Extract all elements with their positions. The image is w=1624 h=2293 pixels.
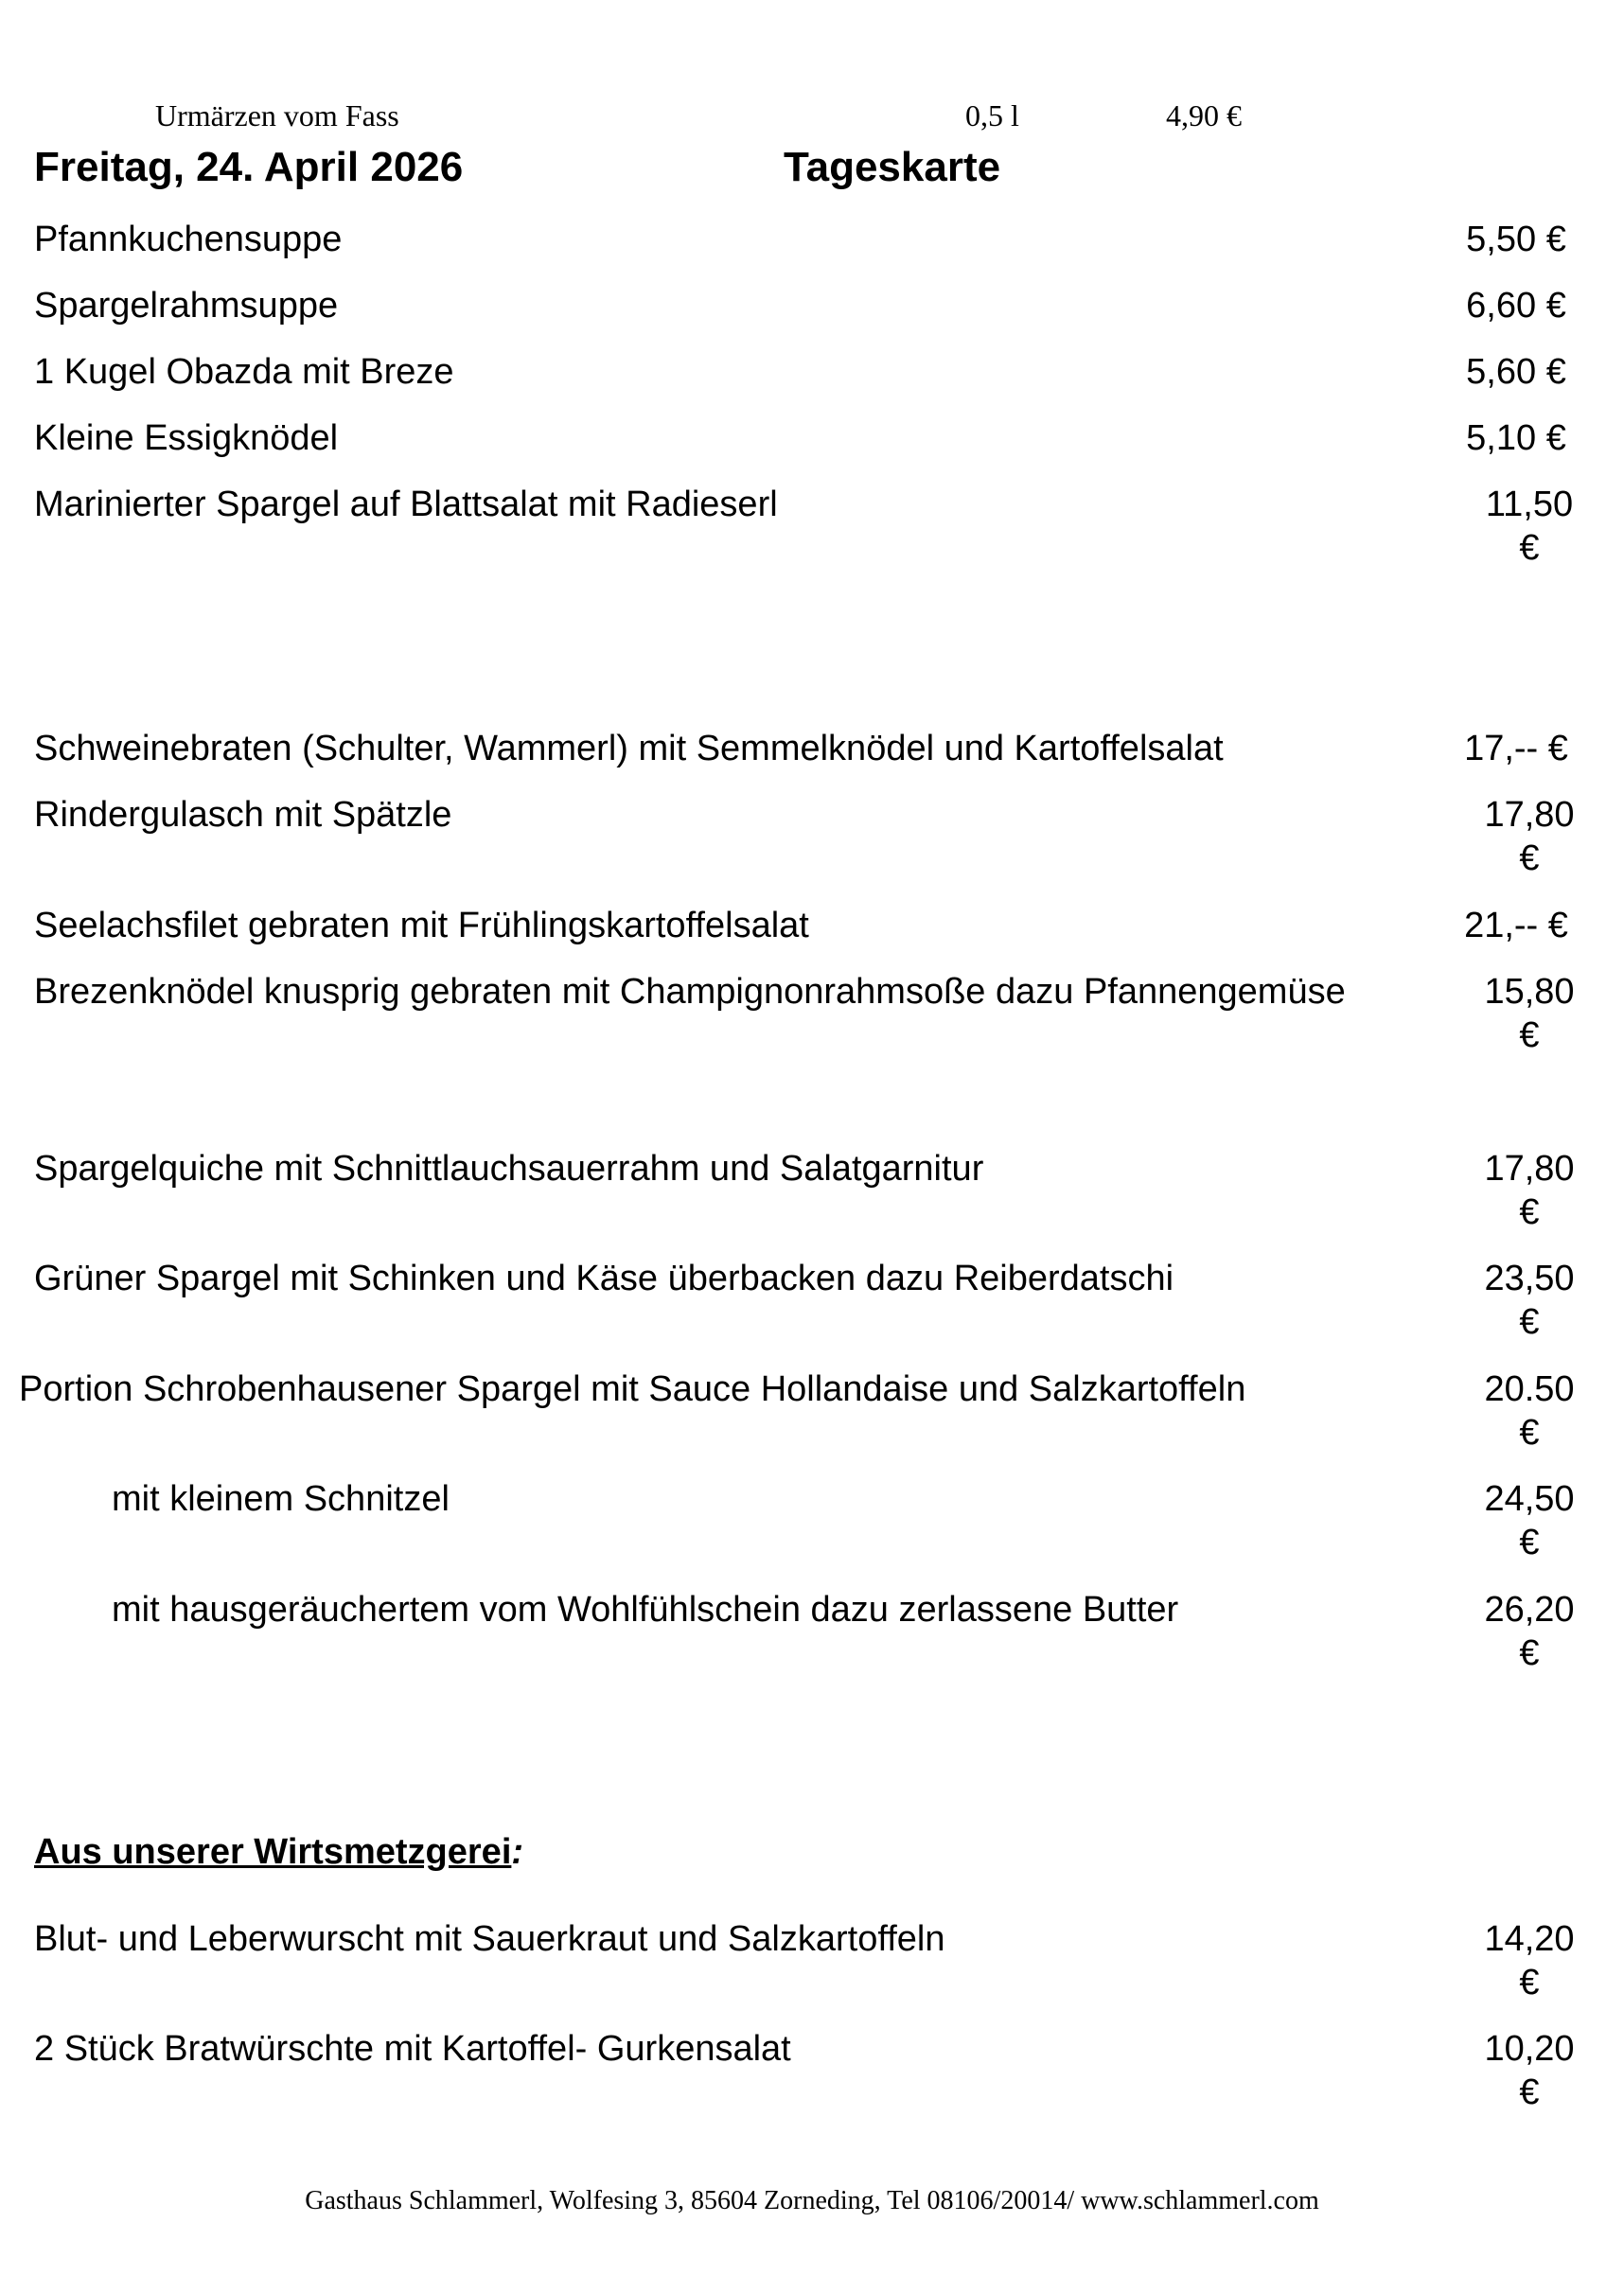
menu-item-name: Grüner Spargel mit Schinken und Käse überbacken dazu Reiberdatschi bbox=[34, 1259, 1174, 1298]
menu-item-price: 11,50 € bbox=[1485, 485, 1574, 568]
menu-item-price: 5,60 € bbox=[1466, 352, 1566, 392]
menu-item-price: 6,60 € bbox=[1466, 286, 1566, 326]
menu-item-name: Rindergulasch mit Spätzle bbox=[34, 795, 452, 835]
section-title-text: Aus unserer Wirtsmetzgerei bbox=[34, 1832, 512, 1872]
menu-item-name: Portion Schrobenhausener Spargel mit Sauce Hollandaise und Salzkartoffeln bbox=[19, 1369, 1246, 1409]
menu-item-price: 17,80 € bbox=[1484, 1149, 1575, 1232]
menu-title: Tageskarte bbox=[784, 144, 1001, 190]
menu-item-name: Marinierter Spargel auf Blattsalat mit Radieserl bbox=[34, 485, 778, 524]
menu-item-price: 5,50 € bbox=[1466, 220, 1566, 259]
menu-item-name: Seelachsfilet gebraten mit Frühlingskartoffelsalat bbox=[34, 906, 809, 945]
menu-item-name: mit hausgeräuchertem vom Wohlfühlschein dazu zerlassene Butter bbox=[112, 1590, 1179, 1630]
menu-item-price: 17,80 € bbox=[1484, 795, 1575, 878]
menu-item-name: mit kleinem Schnitzel bbox=[112, 1479, 450, 1519]
menu-item-price: 23,50 € bbox=[1484, 1259, 1575, 1342]
menu-item-name: Spargelrahmsuppe bbox=[34, 286, 339, 326]
menu-item-name: Spargelquiche mit Schnittlauchsauerrahm und Salatgarnitur bbox=[34, 1149, 984, 1189]
menu-item-name: 2 Stück Bratwürschte mit Kartoffel- Gurkensalat bbox=[34, 2029, 791, 2069]
menu-item-name: Kleine Essigknödel bbox=[34, 418, 339, 458]
menu-item-name: Schweinebraten (Schulter, Wammerl) mit Semmelknödel und Kartoffelsalat bbox=[34, 729, 1224, 768]
menu-item-price: 10,20 € bbox=[1484, 2029, 1575, 2112]
menu-item-price: 24,50 € bbox=[1484, 1479, 1575, 1562]
beer-price: 4,90 € bbox=[1166, 98, 1242, 132]
menu-item-price: 14,20 € bbox=[1484, 1919, 1575, 2002]
footer-contact: Gasthaus Schlammerl, Wolfesing 3, 85604 Zorneding, Tel 08106/20014/ www.schlammerl.com bbox=[305, 2186, 1319, 2215]
menu-item-price: 17,-- € bbox=[1464, 729, 1568, 768]
menu-item-price: 15,80 € bbox=[1484, 972, 1575, 1055]
menu-date: Freitag, 24. April 2026 bbox=[34, 144, 464, 190]
menu-item-price: 5,10 € bbox=[1466, 418, 1566, 458]
menu-item-price: 20.50 € bbox=[1484, 1369, 1575, 1453]
menu-item-name: Brezenknödel knusprig gebraten mit Champignonrahmsoße dazu Pfannengemüse bbox=[34, 972, 1346, 1012]
beer-name: Urmärzen vom Fass bbox=[155, 98, 399, 132]
menu-item-name: Pfannkuchensuppe bbox=[34, 220, 343, 259]
menu-item-price: 21,-- € bbox=[1464, 906, 1568, 945]
section-title-colon: : bbox=[511, 1832, 524, 1872]
menu-item-price: 26,20 € bbox=[1484, 1590, 1575, 1673]
beer-size: 0,5 l bbox=[965, 98, 1019, 132]
menu-item-name: 1 Kugel Obazda mit Breze bbox=[34, 352, 454, 392]
menu-item-name: Blut- und Leberwurscht mit Sauerkraut und Salzkartoffeln bbox=[34, 1919, 945, 1959]
section-title bbox=[34, 1830, 523, 1874]
